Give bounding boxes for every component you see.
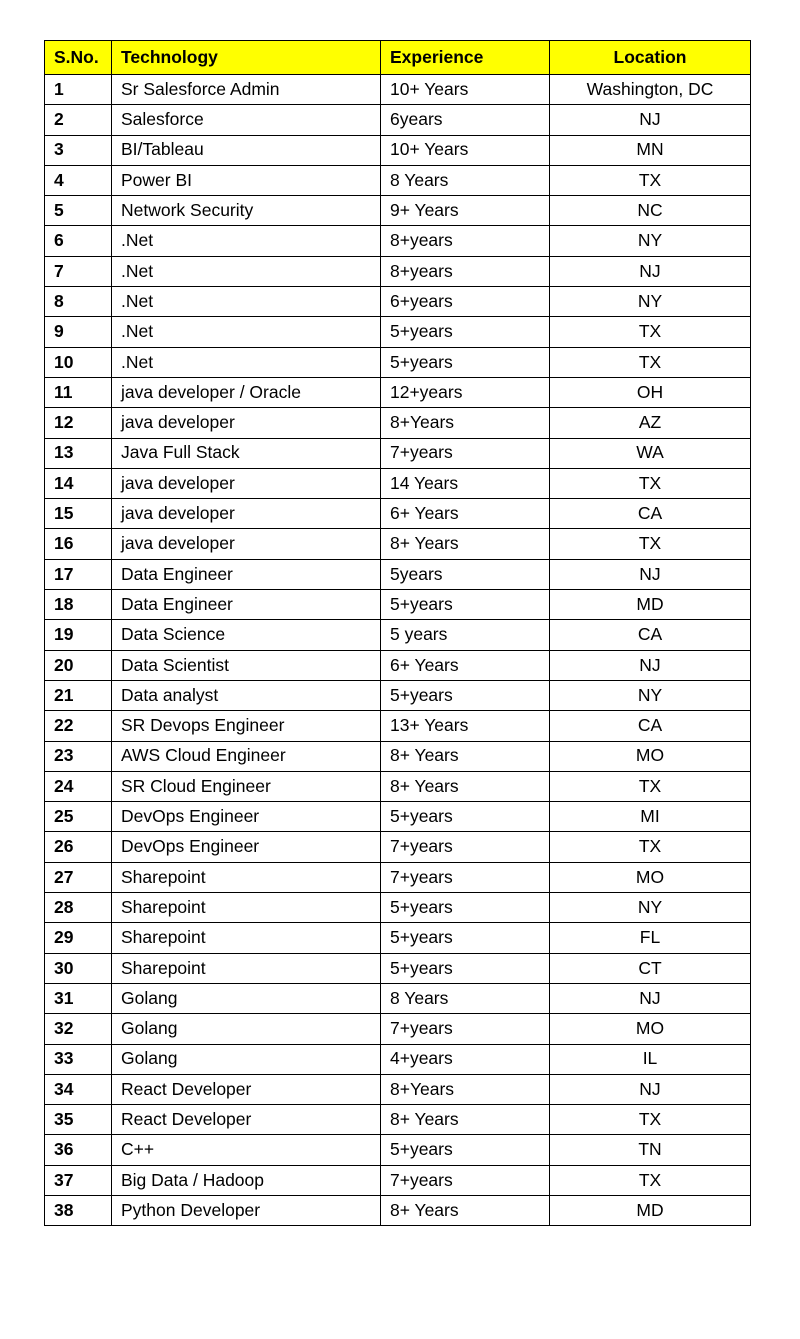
cell-technology: java developer <box>112 408 381 438</box>
cell-experience: 7+years <box>381 1165 550 1195</box>
cell-location: TX <box>550 347 751 377</box>
table-row <box>45 408 751 438</box>
cell-serial-number: 21 <box>45 680 112 710</box>
cell-serial-number: 28 <box>45 893 112 923</box>
table-row <box>45 893 751 923</box>
cell-location: MI <box>550 802 751 832</box>
cell-location: AZ <box>550 408 751 438</box>
cell-serial-number: 17 <box>45 559 112 589</box>
table-row <box>45 499 751 529</box>
cell-location: TX <box>550 317 751 347</box>
cell-experience: 5+years <box>381 802 550 832</box>
cell-serial-number: 23 <box>45 741 112 771</box>
cell-experience: 7+years <box>381 438 550 468</box>
cell-technology: SR Devops Engineer <box>112 711 381 741</box>
cell-location: MN <box>550 135 751 165</box>
cell-technology: java developer / Oracle <box>112 377 381 407</box>
table-row <box>45 75 751 105</box>
cell-serial-number: 22 <box>45 711 112 741</box>
header-location: Location <box>550 41 751 75</box>
cell-serial-number: 4 <box>45 165 112 195</box>
table-row <box>45 802 751 832</box>
table-row <box>45 347 751 377</box>
table-row <box>45 771 751 801</box>
table-row <box>45 377 751 407</box>
cell-experience: 8 Years <box>381 983 550 1013</box>
table-row <box>45 226 751 256</box>
cell-experience: 5 years <box>381 620 550 650</box>
cell-serial-number: 38 <box>45 1195 112 1225</box>
cell-location: CA <box>550 711 751 741</box>
cell-location: MD <box>550 590 751 620</box>
cell-location: CA <box>550 499 751 529</box>
cell-location: NJ <box>550 559 751 589</box>
cell-location: TX <box>550 165 751 195</box>
cell-experience: 6+ Years <box>381 499 550 529</box>
cell-location: MO <box>550 741 751 771</box>
cell-location: TX <box>550 771 751 801</box>
cell-experience: 10+ Years <box>381 135 550 165</box>
table-row <box>45 862 751 892</box>
cell-experience: 8+ Years <box>381 529 550 559</box>
cell-technology: Python Developer <box>112 1195 381 1225</box>
table-row <box>45 468 751 498</box>
table-row <box>45 1195 751 1225</box>
cell-location: IL <box>550 1044 751 1074</box>
cell-technology: Data Engineer <box>112 559 381 589</box>
cell-serial-number: 19 <box>45 620 112 650</box>
cell-experience: 7+years <box>381 832 550 862</box>
cell-serial-number: 30 <box>45 953 112 983</box>
cell-experience: 5+years <box>381 893 550 923</box>
cell-technology: Sr Salesforce Admin <box>112 75 381 105</box>
table-row <box>45 1074 751 1104</box>
cell-experience: 5years <box>381 559 550 589</box>
table-row <box>45 438 751 468</box>
cell-serial-number: 12 <box>45 408 112 438</box>
table-row <box>45 559 751 589</box>
cell-technology: .Net <box>112 347 381 377</box>
cell-location: NC <box>550 196 751 226</box>
cell-technology: Sharepoint <box>112 923 381 953</box>
cell-serial-number: 3 <box>45 135 112 165</box>
cell-location: CA <box>550 620 751 650</box>
cell-location: CT <box>550 953 751 983</box>
cell-serial-number: 6 <box>45 226 112 256</box>
cell-serial-number: 32 <box>45 1014 112 1044</box>
cell-technology: Big Data / Hadoop <box>112 1165 381 1195</box>
cell-experience: 8+ Years <box>381 1195 550 1225</box>
cell-serial-number: 25 <box>45 802 112 832</box>
cell-experience: 6+ Years <box>381 650 550 680</box>
cell-location: TX <box>550 468 751 498</box>
cell-technology: React Developer <box>112 1105 381 1135</box>
cell-serial-number: 13 <box>45 438 112 468</box>
cell-experience: 6years <box>381 105 550 135</box>
cell-serial-number: 31 <box>45 983 112 1013</box>
cell-location: MD <box>550 1195 751 1225</box>
cell-location: NY <box>550 680 751 710</box>
cell-experience: 14 Years <box>381 468 550 498</box>
cell-technology: SR Cloud Engineer <box>112 771 381 801</box>
cell-location: MO <box>550 1014 751 1044</box>
cell-serial-number: 36 <box>45 1135 112 1165</box>
cell-serial-number: 26 <box>45 832 112 862</box>
cell-location: NY <box>550 893 751 923</box>
cell-experience: 8+ Years <box>381 741 550 771</box>
cell-serial-number: 2 <box>45 105 112 135</box>
cell-location: TX <box>550 1165 751 1195</box>
header-serial-number: S.No. <box>45 41 112 75</box>
cell-serial-number: 33 <box>45 1044 112 1074</box>
cell-experience: 8+years <box>381 226 550 256</box>
cell-location: TX <box>550 832 751 862</box>
cell-technology: Data analyst <box>112 680 381 710</box>
cell-location: OH <box>550 377 751 407</box>
table-row <box>45 983 751 1013</box>
cell-location: NJ <box>550 650 751 680</box>
table-row <box>45 256 751 286</box>
cell-technology: .Net <box>112 226 381 256</box>
cell-technology: .Net <box>112 287 381 317</box>
cell-technology: Network Security <box>112 196 381 226</box>
cell-technology: Java Full Stack <box>112 438 381 468</box>
cell-serial-number: 9 <box>45 317 112 347</box>
table-row <box>45 953 751 983</box>
cell-technology: Power BI <box>112 165 381 195</box>
cell-technology: BI/Tableau <box>112 135 381 165</box>
cell-experience: 8+ Years <box>381 1105 550 1135</box>
cell-technology: Sharepoint <box>112 953 381 983</box>
cell-experience: 8+years <box>381 256 550 286</box>
cell-technology: Golang <box>112 983 381 1013</box>
table-row <box>45 1135 751 1165</box>
cell-serial-number: 16 <box>45 529 112 559</box>
table-row <box>45 105 751 135</box>
cell-location: TX <box>550 529 751 559</box>
table-row <box>45 529 751 559</box>
cell-experience: 7+years <box>381 862 550 892</box>
table-row <box>45 165 751 195</box>
cell-technology: java developer <box>112 529 381 559</box>
cell-experience: 8 Years <box>381 165 550 195</box>
cell-technology: DevOps Engineer <box>112 802 381 832</box>
cell-location: NY <box>550 287 751 317</box>
cell-experience: 8+Years <box>381 1074 550 1104</box>
cell-experience: 5+years <box>381 347 550 377</box>
cell-serial-number: 37 <box>45 1165 112 1195</box>
header-technology: Technology <box>112 41 381 75</box>
cell-technology: .Net <box>112 317 381 347</box>
cell-experience: 7+years <box>381 1014 550 1044</box>
cell-serial-number: 10 <box>45 347 112 377</box>
cell-serial-number: 35 <box>45 1105 112 1135</box>
cell-experience: 8+Years <box>381 408 550 438</box>
table-row <box>45 1105 751 1135</box>
cell-technology: C++ <box>112 1135 381 1165</box>
table-row <box>45 1165 751 1195</box>
table-row <box>45 1044 751 1074</box>
cell-technology: .Net <box>112 256 381 286</box>
cell-location: TN <box>550 1135 751 1165</box>
cell-serial-number: 27 <box>45 862 112 892</box>
table-row <box>45 1014 751 1044</box>
header-row <box>45 41 751 75</box>
cell-serial-number: 11 <box>45 377 112 407</box>
table-row <box>45 741 751 771</box>
cell-experience: 5+years <box>381 680 550 710</box>
cell-experience: 5+years <box>381 1135 550 1165</box>
cell-experience: 13+ Years <box>381 711 550 741</box>
cell-experience: 5+years <box>381 923 550 953</box>
cell-serial-number: 34 <box>45 1074 112 1104</box>
cell-serial-number: 18 <box>45 590 112 620</box>
cell-experience: 12+years <box>381 377 550 407</box>
requirements-table <box>44 40 751 1226</box>
cell-serial-number: 24 <box>45 771 112 801</box>
table-header <box>45 41 751 75</box>
cell-technology: React Developer <box>112 1074 381 1104</box>
header-experience: Experience <box>381 41 550 75</box>
table-row <box>45 711 751 741</box>
cell-location: MO <box>550 862 751 892</box>
cell-experience: 6+years <box>381 287 550 317</box>
table-row <box>45 287 751 317</box>
cell-experience: 4+years <box>381 1044 550 1074</box>
cell-technology: DevOps Engineer <box>112 832 381 862</box>
cell-serial-number: 5 <box>45 196 112 226</box>
cell-technology: java developer <box>112 468 381 498</box>
cell-technology: Salesforce <box>112 105 381 135</box>
cell-technology: Sharepoint <box>112 862 381 892</box>
table-row <box>45 135 751 165</box>
cell-experience: 8+ Years <box>381 771 550 801</box>
table-row <box>45 317 751 347</box>
table-body <box>45 75 751 1226</box>
cell-technology: Data Science <box>112 620 381 650</box>
table-row <box>45 620 751 650</box>
cell-location: WA <box>550 438 751 468</box>
cell-serial-number: 29 <box>45 923 112 953</box>
cell-technology: AWS Cloud Engineer <box>112 741 381 771</box>
cell-serial-number: 14 <box>45 468 112 498</box>
cell-serial-number: 8 <box>45 287 112 317</box>
table-row <box>45 196 751 226</box>
cell-serial-number: 15 <box>45 499 112 529</box>
cell-location: NJ <box>550 983 751 1013</box>
cell-location: Washington, DC <box>550 75 751 105</box>
cell-serial-number: 7 <box>45 256 112 286</box>
cell-location: NY <box>550 226 751 256</box>
cell-location: TX <box>550 1105 751 1135</box>
cell-experience: 5+years <box>381 953 550 983</box>
cell-experience: 5+years <box>381 317 550 347</box>
cell-location: NJ <box>550 256 751 286</box>
cell-experience: 5+years <box>381 590 550 620</box>
table-row <box>45 923 751 953</box>
table-row <box>45 590 751 620</box>
table-row <box>45 832 751 862</box>
job-requirements-sheet <box>44 40 750 1226</box>
cell-technology: Golang <box>112 1044 381 1074</box>
cell-experience: 9+ Years <box>381 196 550 226</box>
table-row <box>45 680 751 710</box>
cell-experience: 10+ Years <box>381 75 550 105</box>
cell-technology: Data Scientist <box>112 650 381 680</box>
cell-technology: Sharepoint <box>112 893 381 923</box>
cell-technology: Golang <box>112 1014 381 1044</box>
cell-technology: java developer <box>112 499 381 529</box>
cell-location: FL <box>550 923 751 953</box>
cell-location: NJ <box>550 1074 751 1104</box>
cell-serial-number: 1 <box>45 75 112 105</box>
cell-technology: Data Engineer <box>112 590 381 620</box>
cell-serial-number: 20 <box>45 650 112 680</box>
cell-location: NJ <box>550 105 751 135</box>
table-row <box>45 650 751 680</box>
